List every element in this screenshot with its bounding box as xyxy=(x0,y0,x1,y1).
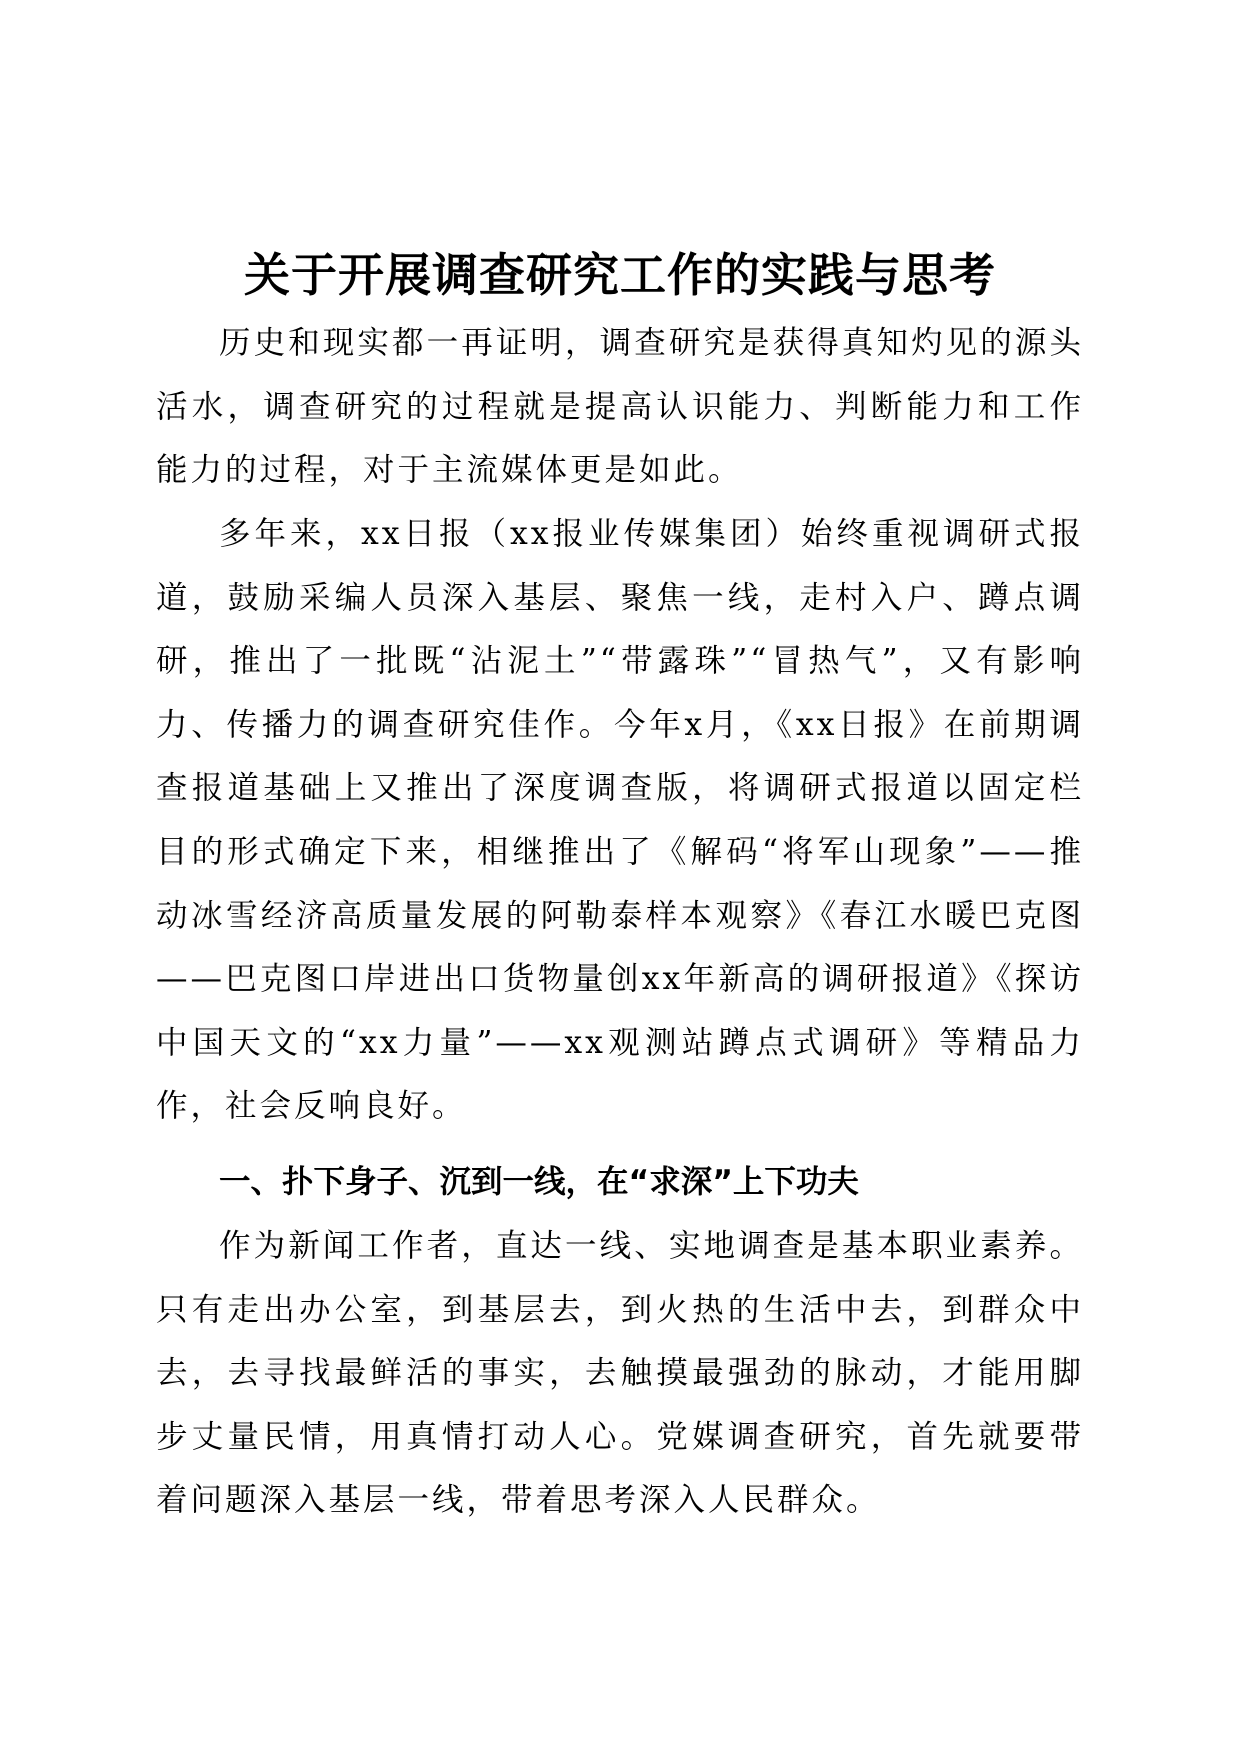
intro-paragraph: 历史和现实都一再证明，调查研究是获得真知灼见的源头活水，调查研究的过程就是提高认识能力、判断能力和工作能力的过程，对于主流媒体更是如此。 xyxy=(156,325,1084,489)
section-paragraph: 作为新闻工作者，直达一线、实地调查是基本职业素养。只有走出办公室，到基层去，到火热的生活中去，到群众中去，去寻找最鲜活的事实，去触摸最强劲的脉动，才能用脚步丈量民情，用真情打动人心。党媒调查研究，首先就要带着问题深入基层一线，带着思考深入人民群众。 xyxy=(156,1228,1084,1519)
background-paragraph: 多年来，xx日报（xx报业传媒集团）始终重视调研式报道，鼓励采编人员深入基层、聚焦一线，走村入户、蹲点调研，推出了一批既“沾泥土”“带露珠”“冒热气”，又有影响力、传播力的调查研究佳作。今年x月，《xx日报》在前期调查报道基础上又推出了深度调查版，将调研式报道以固定栏目的形式确定下来，相继推出了《解码“将军山现象”——推动冰雪经济高质量发展的阿勒泰样本观察》《春江水暖巴克图——巴克图口岸进出口货物量创xx年新高的调研报道》《探访中国天文的“xx力量”——xx观测站蹲点式调研》等精品力作，社会反响良好。 xyxy=(156,516,1084,1125)
section-heading: 一、扑下身子、沉到一线，在“求深”上下功夫 xyxy=(219,1164,859,1200)
document-title: 关于开展调查研究工作的实践与思考 xyxy=(244,248,996,302)
